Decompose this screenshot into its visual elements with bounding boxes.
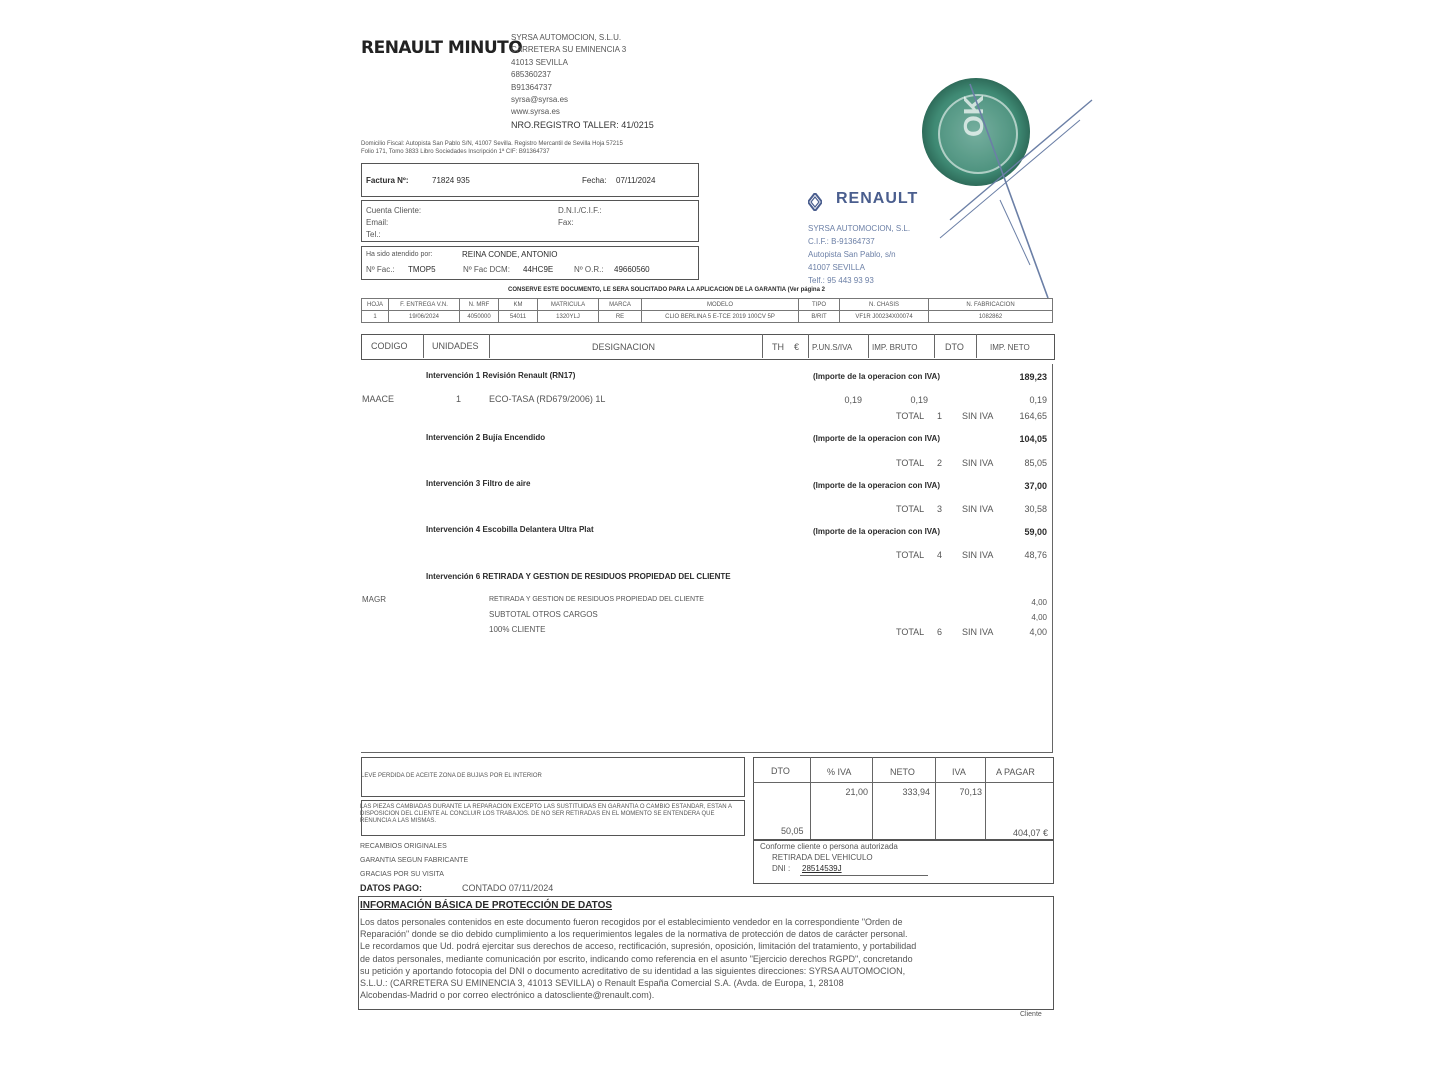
signature-line bbox=[800, 875, 928, 876]
item-desc: ECO-TASA (RD679/2006) 1L bbox=[489, 394, 606, 404]
totals-header-a-pagar: A PAGAR bbox=[996, 767, 1035, 777]
tel-label: Tel.: bbox=[366, 230, 381, 239]
vehicle-value: 19/06/2024 bbox=[389, 311, 460, 323]
privacy-line: Los datos personales contenidos en este documento fueron recogidos por el establecimiento vendedor en la correspondiente "Orden de bbox=[360, 917, 903, 927]
col-divider bbox=[868, 334, 869, 358]
fecha-label: Fecha: bbox=[582, 176, 607, 185]
col-codigo: CODIGO bbox=[371, 341, 408, 351]
col-euro: € bbox=[794, 342, 800, 352]
importe-value: 59,00 bbox=[1024, 527, 1047, 537]
cuenta-cliente-label: Cuenta Cliente: bbox=[366, 206, 422, 215]
item-desc: RETIRADA Y GESTION DE RESIDUOS PROPIEDAD DEL CLIENTE bbox=[489, 596, 704, 603]
importe-value: 104,05 bbox=[1019, 434, 1047, 444]
domicilio-line: Folio 171, Tomo 3833 Libro Sociedades Inscripción 1ª CIF: B91364737 bbox=[361, 149, 550, 155]
domicilio-fiscal bbox=[361, 140, 623, 156]
col-divider bbox=[808, 334, 809, 358]
stamp-renault-text: RENAULT bbox=[836, 190, 919, 207]
fecha-value: 07/11/2024 bbox=[616, 176, 656, 185]
vehicle-header: F. ENTREGA V.N. bbox=[389, 299, 460, 311]
renault-diamond-icon bbox=[808, 193, 822, 211]
totals-col bbox=[935, 757, 936, 839]
retirada-text: RETIRADA DEL VEHICULO bbox=[772, 853, 873, 862]
vehicle-value: 54011 bbox=[499, 311, 538, 323]
email-label: Email: bbox=[366, 218, 389, 227]
col-divider bbox=[762, 334, 763, 358]
col-designacion: DESIGNACION bbox=[592, 342, 656, 352]
vehicle-value: RE bbox=[599, 311, 642, 323]
company-phone: 685360237 bbox=[511, 70, 552, 80]
company-name: SYRSA AUTOMOCION, S.L.U. bbox=[511, 33, 622, 42]
nfacdcm-value: 44HC9E bbox=[523, 265, 554, 274]
importe-label: (Importe de la operacion con IVA) bbox=[813, 434, 940, 443]
col-divider bbox=[976, 334, 977, 358]
company-city: 41013 SEVILLA bbox=[511, 57, 568, 67]
footer-mentions bbox=[360, 840, 468, 882]
total-number: 4 bbox=[937, 550, 943, 560]
brand-name: RENAULT bbox=[361, 38, 443, 58]
totals-iva: 70,13 bbox=[959, 787, 982, 797]
brand-logo bbox=[361, 38, 522, 58]
total-number: 2 bbox=[937, 458, 943, 468]
col-unidades: UNIDADES bbox=[432, 341, 479, 351]
total-value: 30,58 bbox=[1024, 504, 1047, 514]
privacy-text bbox=[360, 916, 916, 1001]
totals-a-pagar: 404,07 € bbox=[1012, 828, 1048, 838]
vehicle-header: TIPO bbox=[799, 299, 840, 311]
vehicle-value: 1082862 bbox=[929, 311, 1053, 323]
company-web: www.syrsa.es bbox=[511, 107, 560, 117]
total-label: TOTAL bbox=[896, 550, 925, 560]
footer-divider bbox=[361, 752, 1053, 753]
stamp-line: C.I.F.: B-91364737 bbox=[808, 237, 875, 246]
vehicle-value: 1320YLJ bbox=[538, 311, 599, 323]
sin-iva-label: SIN IVA bbox=[962, 411, 994, 421]
dni-label: DNI : bbox=[772, 864, 791, 873]
total-value: 164,65 bbox=[1019, 411, 1047, 421]
note-1: LEVE PERDIDA DE ACEITE ZONA DE BUJIAS POR EL INTERIOR bbox=[361, 773, 542, 779]
registro-taller: NRO.REGISTRO TALLER: 41/0215 bbox=[511, 119, 654, 130]
fax-label: Fax: bbox=[558, 218, 574, 227]
intervention-title: Intervención 1 Revisión Renault (RN17) bbox=[426, 371, 576, 380]
intervention-title: Intervención 4 Escobilla Delantera Ultra Plat bbox=[426, 525, 594, 534]
copy-cliente-label: Cliente bbox=[1020, 1011, 1042, 1018]
nfacdcm-label: Nº Fac DCM: bbox=[463, 265, 510, 274]
body-right-border bbox=[1052, 364, 1053, 752]
totals-header-iva-pct: % IVA bbox=[827, 767, 852, 777]
item-pun: 0,19 bbox=[844, 395, 862, 405]
vehicle-table bbox=[361, 298, 1053, 323]
vehicle-values-row bbox=[362, 311, 1053, 323]
subtotal-label: SUBTOTAL OTROS CARGOS bbox=[489, 610, 598, 619]
total-label: TOTAL bbox=[896, 504, 925, 514]
vehicle-header-row bbox=[362, 299, 1053, 311]
cliente-percent: 100% CLIENTE bbox=[489, 625, 546, 634]
totals-iva-pct: 21,00 bbox=[845, 787, 868, 797]
privacy-line: de datos personales, mediante comunicación por escrito, indicando como referencia en el asunto "Ejercicio derechos RGPD", concretando bbox=[360, 953, 913, 964]
seal-mark-icon: OK bbox=[958, 95, 989, 137]
nfac-label: Nº Fac.: bbox=[366, 265, 395, 274]
total-value: 48,76 bbox=[1024, 550, 1047, 560]
vehicle-value: CLIO BERLINA 5 E-TCE 2019 100CV 5P bbox=[642, 311, 799, 323]
factura-number: 71824 935 bbox=[432, 176, 470, 185]
item-code: MAACE bbox=[362, 394, 395, 404]
domicilio-line: Domicilio Fiscal: Autopista San Pablo S/N, 41007 Sevilla. Registro Mercantil de Sevilla Hoja 57215 bbox=[361, 141, 623, 147]
nor-label: Nº O.R.: bbox=[574, 265, 604, 274]
totals-dto: 50,05 bbox=[781, 826, 804, 836]
vehicle-header: N. FABRICACION bbox=[929, 299, 1053, 311]
sin-iva-label: SIN IVA bbox=[962, 458, 994, 468]
vehicle-value: B/RIT bbox=[799, 311, 840, 323]
totals-neto: 333,94 bbox=[902, 787, 930, 797]
factura-label: Factura Nº: bbox=[366, 176, 409, 185]
dni-cif-label: D.N.I./C.I.F.: bbox=[558, 206, 602, 215]
col-divider bbox=[423, 334, 424, 358]
note-2: LAS PIEZAS CAMBIADAS DURANTE LA REPARACION EXCEPTO LAS SUSTITUIDAS EN GARANTIA O CAMBIO ESTANDAR, ESTAN A DISPOSICION DEL CLIENTE AL CONCLUIR LOS TRABAJOS. DE NO SER RETIRADAS EN EL MOMENTO SE ENTENDERA QUE RENUNCIA A LAS MISMAS. bbox=[360, 804, 732, 824]
item-bruto: 0,19 bbox=[910, 395, 928, 405]
dni-value: 28514539J bbox=[802, 864, 842, 873]
importe-label: (Importe de la operacion con IVA) bbox=[813, 372, 940, 381]
total-label: TOTAL bbox=[896, 411, 925, 421]
stamp-line: Autopista San Pablo, s/n bbox=[808, 250, 896, 259]
total-number: 3 bbox=[937, 504, 943, 514]
vehicle-value: 1 bbox=[362, 311, 389, 323]
vehicle-header: N. MRF bbox=[460, 299, 499, 311]
nfac-value: TMOP5 bbox=[408, 265, 436, 274]
totals-header-neto: NETO bbox=[890, 767, 915, 777]
totals-header-iva: IVA bbox=[952, 767, 966, 777]
col-imp-neto: IMP. NETO bbox=[990, 343, 1030, 352]
col-pun: P.UN.S/IVA bbox=[812, 343, 853, 352]
company-block bbox=[511, 32, 654, 131]
totals-header-dto: DTO bbox=[771, 766, 790, 776]
privacy-title: INFORMACIÓN BÁSICA DE PROTECCIÓN DE DATOS bbox=[360, 900, 613, 911]
total-number: 1 bbox=[937, 411, 943, 421]
privacy-line: Alcobendas-Madrid o por correo electrónico a datoscliente@renault.com). bbox=[360, 990, 655, 1001]
total-label: TOTAL bbox=[896, 627, 925, 637]
col-dto: DTO bbox=[945, 342, 964, 352]
stamp-company-block bbox=[808, 222, 910, 287]
garantia-fabricante: GARANTIA SEGUN FABRICANTE bbox=[360, 857, 469, 864]
total-value: 4,00 bbox=[1029, 627, 1047, 637]
sin-iva-label: SIN IVA bbox=[962, 550, 994, 560]
vehicle-header: HOJA bbox=[362, 299, 389, 311]
stamp-line: 41007 SEVILLA bbox=[808, 263, 865, 272]
totals-col bbox=[810, 757, 811, 839]
signature-lines bbox=[880, 70, 1110, 300]
importe-value: 37,00 bbox=[1024, 481, 1047, 491]
cliente-labels bbox=[366, 205, 421, 241]
totals-col bbox=[985, 757, 986, 839]
conforme-text: Conforme cliente o persona autorizada bbox=[760, 842, 898, 851]
vehicle-value: 4050000 bbox=[460, 311, 499, 323]
vehicle-header: N. CHASIS bbox=[840, 299, 929, 311]
col-divider bbox=[489, 334, 490, 358]
privacy-line: S.L.U.: (CARRETERA SU EMINENCIA 3, 41013 SEVILLA) o Renault España Comercial S.A. (Avda. de Europa, 1, 28108 bbox=[360, 978, 844, 989]
privacy-line: Le recordamos que Ud. podrá ejercitar sus derechos de acceso, rectificación, supresión, oposición, limitación del tratamiento, y portabilidad bbox=[360, 941, 917, 952]
vehicle-header: MATRICULA bbox=[538, 299, 599, 311]
item-units: 1 bbox=[456, 394, 462, 404]
atendido-label: Ha sido atendido por: bbox=[366, 251, 433, 258]
privacy-line: Reparación" donde se dio debido cumplimiento a los requerimientos legales de la normativa de protección de datos de carácter personal. bbox=[360, 929, 908, 940]
garantia-notice: CONSERVE ESTE DOCUMENTO, LE SERA SOLICITADO PARA LA APLICACION DE LA GARANTIA (Ver página 2 bbox=[508, 287, 825, 293]
stamp-line: Telf.: 95 443 93 93 bbox=[808, 276, 874, 285]
total-number: 6 bbox=[937, 627, 943, 637]
col-th: TH bbox=[772, 342, 784, 352]
item-neto: 4,00 bbox=[1031, 598, 1047, 607]
company-address: CARRETERA SU EMINENCIA 3 bbox=[511, 45, 627, 55]
importe-label: (Importe de la operacion con IVA) bbox=[813, 527, 940, 536]
vehicle-header: MODELO bbox=[642, 299, 799, 311]
recambios-originales: RECAMBIOS ORIGINALES bbox=[360, 843, 447, 850]
col-imp-bruto: IMP. BRUTO bbox=[872, 343, 918, 352]
totals-col bbox=[872, 757, 873, 839]
item-code: MAGR bbox=[362, 595, 386, 604]
sin-iva-label: SIN IVA bbox=[962, 504, 994, 514]
totals-divider bbox=[753, 782, 1053, 783]
gracias-visita: GRACIAS POR SU VISITA bbox=[360, 871, 444, 878]
datos-pago-value: CONTADO 07/11/2024 bbox=[462, 883, 554, 893]
company-email: syrsa@syrsa.es bbox=[511, 95, 569, 105]
sin-iva-label: SIN IVA bbox=[962, 627, 994, 637]
importe-label: (Importe de la operacion con IVA) bbox=[813, 481, 940, 490]
importe-value: 189,23 bbox=[1019, 372, 1047, 382]
privacy-line: su petición y aportando fotocopia del DNI o documento acreditativo de su identidad a las siguientes direcciones: SYRSA AUTOMOCION, bbox=[360, 965, 906, 976]
intervention-title: Intervención 3 Filtro de aire bbox=[426, 479, 531, 488]
total-value: 85,05 bbox=[1024, 458, 1047, 468]
vehicle-value: VF1R J00234X00074 bbox=[840, 311, 929, 323]
atendido-value: REINA CONDE, ANTONIO bbox=[462, 250, 558, 259]
cliente-labels-right bbox=[558, 205, 602, 229]
company-cif: B91364737 bbox=[511, 82, 552, 92]
vehicle-header: KM bbox=[499, 299, 538, 311]
total-label: TOTAL bbox=[896, 458, 925, 468]
vehicle-header: MARCA bbox=[599, 299, 642, 311]
brand-subname: MINUTO bbox=[447, 38, 523, 58]
intervention-title: Intervención 2 Bujía Encendido bbox=[426, 433, 546, 442]
item-neto: 0,19 bbox=[1029, 395, 1047, 405]
nor-value: 49660560 bbox=[614, 265, 650, 274]
stamp-line: SYRSA AUTOMOCION, S.L. bbox=[808, 224, 911, 233]
datos-pago-label: DATOS PAGO: bbox=[360, 883, 423, 893]
subtotal-value: 4,00 bbox=[1031, 613, 1047, 622]
col-divider bbox=[934, 334, 935, 358]
intervention-title: Intervención 6 RETIRADA Y GESTION DE RESIDUOS PROPIEDAD DEL CLIENTE bbox=[426, 572, 731, 581]
